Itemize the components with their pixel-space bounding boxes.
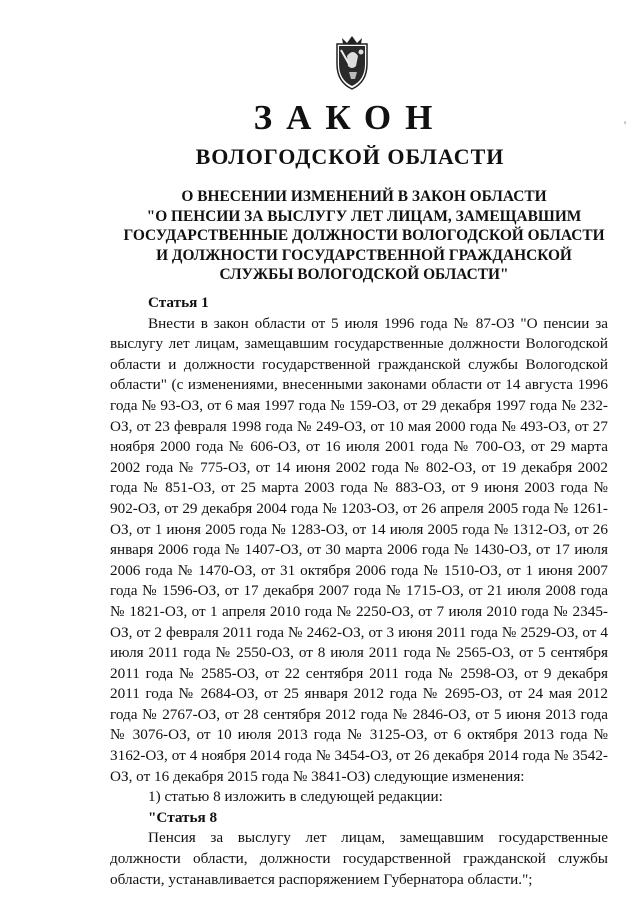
- heading-line: "О ПЕНСИИ ЗА ВЫСЛУГУ ЛЕТ ЛИЦАМ, ЗАМЕЩАВШИМ: [146, 207, 582, 225]
- quoted-article-8-title: "Статья 8: [148, 808, 218, 826]
- heading-line: СЛУЖБЫ ВОЛОГОДСКОЙ ОБЛАСТИ": [219, 266, 509, 283]
- article-1-title: Статья 1: [148, 294, 209, 311]
- region-title: ВОЛОГОДСКОЙ ОБЛАСТИ: [195, 144, 505, 169]
- document-type-title: ЗАКОН: [253, 98, 447, 137]
- heading-line: О ВНЕСЕНИИ ИЗМЕНЕНИЙ В ЗАКОН ОБЛАСТИ: [181, 188, 547, 205]
- margin-mark: ': [624, 118, 627, 132]
- article-body: [110, 293, 608, 890]
- heading-line: И ДОЛЖНОСТИ ГОСУДАРСТВЕННОЙ ГРАЖДАНСКОЙ: [156, 246, 572, 264]
- amendment-item-1: 1) статью 8 изложить в следующей редакции:: [148, 788, 443, 806]
- quoted-article-8-text: Пенсия за выслугу лет лицам, замещавшим государственные должности области, должности государственной гражданской службы области, устанавливается распоряжением Губернатора области.";: [110, 829, 608, 888]
- article-1-paragraph: Внести в закон области от 5 июля 1996 года № 87-ОЗ "О пенсии за выслугу лет лицам, замещавшим государственные должности Вологодской области и должности государственной гражданской службы Вологодской области" (с изменениями, внесенными законами области от 14 августа 1996 года № 93-ОЗ, от 6 мая 1997 года № 159-ОЗ, от 29 декабря 1997 года № 232-ОЗ, от 23 февраля 1998 года № 249-ОЗ, от 10 мая 2000 года № 493-ОЗ, от 27 ноября 2000 года № 606-ОЗ, от 16 июля 2001 года № 700-ОЗ, от 29 марта 2002 года № 775-ОЗ, от 14 июня 2002 года № 802-ОЗ, от 19 декабря 2002 года № 851-ОЗ, от 25 марта 2003 года № 883-ОЗ, от 9 июня 2003 года № 902-ОЗ, от 29 декабря 2004 года № 1203-ОЗ, от 26 апреля 2005 года № 1261-ОЗ, от 1 июня 2005 года № 1283-ОЗ, от 14 июля 2005 года № 1312-ОЗ, от 26 января 2006 года № 1407-ОЗ, от 30 марта 2006 года № 1430-ОЗ, от 17 июля 2006 года № 1470-ОЗ, от 31 октября 2006 года № 1510-ОЗ, от 1 июня 2007 года № 1596-ОЗ, от 17 декабря 2007 года № 1715-ОЗ, от 21 июля 2008 года № 1821-ОЗ, от 1 апреля 2010 года № 2250-ОЗ, от 7 июля 2010 года № 2345-ОЗ, от 2 февраля 2011 года № 2462-ОЗ, от 3 июня 2011 года № 2529-ОЗ, от 4 июля 2011 года № 2550-ОЗ, от 8 июля 2011 года № 2565-ОЗ, от 5 сентября 2011 года № 2585-ОЗ, от 22 сентября 2011 года № 2598-ОЗ, от 9 декабря 2011 года № 2684-ОЗ, от 25 января 2012 года № 2695-ОЗ, от 24 мая 2012 года № 2767-ОЗ, от 28 сентября 2012 года № 2846-ОЗ, от 5 июня 2013 года № 3076-ОЗ, от 10 июля 2013 года № 3125-ОЗ, от 6 октября 2013 года № 3162-ОЗ, от 4 ноября 2014 года № 3454-ОЗ, от 26 декабря 2014 года № 3542-ОЗ, от 16 декабря 2015 года № 3841-ОЗ) следующие изменения:: [110, 314, 608, 785]
- vologda-coat-of-arms-icon: [327, 34, 377, 92]
- law-heading: [120, 187, 608, 285]
- heading-line: ГОСУДАРСТВЕННЫЕ ДОЛЖНОСТИ ВОЛОГОДСКОЙ ОБЛАСТИ: [123, 227, 605, 244]
